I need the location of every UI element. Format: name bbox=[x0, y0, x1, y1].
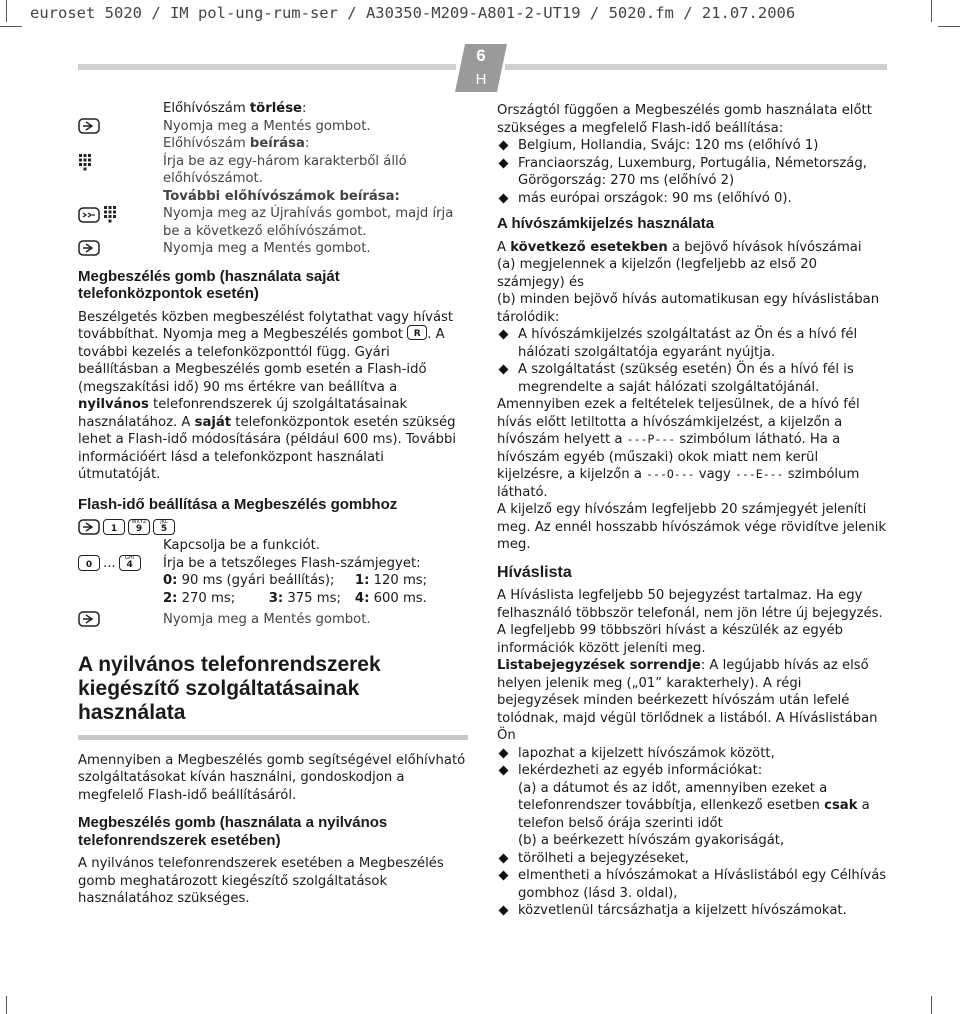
clip-case-b: (b) minden bejövő hívás automatikusan egy híváslistában tárolódik: bbox=[497, 292, 880, 325]
crop-mark bbox=[0, 26, 22, 27]
flash-row: 0: 90 ms (gyári beállítás); 1: 120 ms; bbox=[163, 573, 428, 588]
calllist-heading: Híváslista bbox=[497, 563, 572, 581]
header-rule-right bbox=[505, 64, 887, 70]
page-number: 6 bbox=[476, 46, 486, 65]
clip-heading: A hívószámkijelzés használata bbox=[497, 215, 715, 232]
crop-mark bbox=[6, 996, 7, 1014]
more-step: Nyomja meg az Újrahívás gombot, majd írja be a következő előhívószámot. bbox=[163, 206, 454, 239]
redial-key-icon bbox=[78, 207, 100, 223]
keypad-icon bbox=[103, 205, 117, 225]
clip-paragraph-1: A következő esetekben a bejövő hívások hívószámai bbox=[497, 239, 862, 255]
calllist-bullet: elmentheti a hívószámokat a Híváslistából egy Célhívás gombhoz (lásd 3. oldal), bbox=[497, 867, 887, 902]
clip-case-a: (a) megjelennek a kijelzőn (legfeljebb az első 20 számjegy) és bbox=[497, 257, 817, 290]
more-title-row bbox=[78, 188, 468, 206]
section-rule bbox=[78, 735, 468, 740]
crop-mark bbox=[938, 26, 960, 27]
calllist-bullet: lekérdezheti az egyéb információkat: bbox=[497, 762, 887, 780]
more-step-row bbox=[78, 205, 468, 240]
pabx-heading: Megbeszélés gomb (használata saját telefonközpontok esetén) bbox=[78, 267, 340, 302]
running-head: euroset 5020 / IM pol-ung-rum-ser / A30350-M209-A801-2-UT19 / 5020.fm / 21.07.2006 bbox=[30, 4, 796, 22]
flash-key-sequence bbox=[78, 519, 175, 535]
key-9-icon: WXYZ 9 bbox=[128, 519, 150, 535]
enter-step-row bbox=[78, 153, 468, 188]
language-letter: H bbox=[475, 71, 487, 88]
flash-step2: Írja be a tetszőleges Flash-számjegyet: 0: 90 ms (gyári beállítás); 1: 120 ms; 2: 270 ms; 3: 375 ms; 4: 600 ms. bbox=[163, 555, 435, 608]
public-heading: A nyilvános telefonrendszerek kiegészítő szolgáltatásainak használata bbox=[78, 652, 381, 724]
country-item: Franciaország, Luxemburg, Portugália, Németország, Görögország: 270 ms (előhívó 2) bbox=[497, 155, 887, 190]
key-1-icon: 1 bbox=[103, 519, 125, 535]
left-column bbox=[78, 100, 468, 908]
country-intro: Országtól függően a Megbeszélés gomb használata előtt szükséges a megfelelő Flash-idő beállítása: bbox=[497, 103, 872, 136]
delete-step-row bbox=[78, 118, 468, 136]
country-item: Belgium, Hollandia, Svájc: 120 ms (előhívó 1) bbox=[497, 137, 887, 155]
header-rule-left bbox=[78, 64, 456, 70]
flash-step2-row bbox=[78, 555, 468, 608]
public-subheading: Megbeszélés gomb (használata a nyilvános telefonrendszerek esetében) bbox=[78, 814, 388, 849]
keypad-icon bbox=[78, 153, 92, 173]
enter-title: Előhívószám beírása: bbox=[163, 136, 310, 151]
crop-mark bbox=[931, 0, 932, 22]
flash-row: 2: 270 ms; 3: 375 ms; 4: 600 ms. bbox=[163, 590, 427, 606]
flash-step1-row bbox=[78, 537, 468, 555]
key-4-icon: GHI 4 bbox=[119, 555, 141, 571]
flash-heading: Flash-idő beállítása a Megbeszélés gombhoz bbox=[78, 495, 398, 513]
digit-range-icons bbox=[78, 555, 141, 573]
redial-keypad-icons bbox=[78, 205, 117, 225]
calllist-bullet: lapozhat a kijelzett hívószámok között, bbox=[497, 745, 887, 763]
save-key-icon bbox=[78, 519, 100, 535]
key-5-icon: JKL 5 bbox=[153, 519, 175, 535]
calllist-subitem-b: (b) a beérkezett hívószám gyakoriságát, bbox=[518, 833, 785, 848]
save-step: Nyomja meg a Mentés gombot. bbox=[163, 241, 371, 256]
calllist-subitem-a: (a) a dátumot és az időt, amennyiben ezeket a telefonrendszer továbbítja, ellenkező esetben csak a telefon belső órája szerinti időt bbox=[518, 780, 870, 831]
right-column bbox=[497, 102, 887, 920]
enter-step: Írja be az egy-három karakterből álló előhívószámot. bbox=[163, 153, 407, 186]
public-paragraph-1: Amennyiben a Megbeszélés gomb segítségével előhívható szolgáltatásokat kíván használni, gondoskodjon a megfelelő Flash-idő beállításáról. bbox=[78, 752, 466, 803]
public-paragraph-2: A nyilvános telefonrendszerek esetében a Megbeszélés gomb meghatározott kiegészítő szolgáltatások használatához szükséges. bbox=[78, 856, 444, 906]
delete-title-row bbox=[78, 100, 468, 118]
save-key-icon bbox=[78, 118, 100, 134]
r-key-icon: R bbox=[407, 325, 427, 340]
clip-paragraph-2: Amennyiben ezek a feltételek teljesülnek, de a hívó fél hívás előtt letiltotta a hívószámkijelzést, a kijelzőn a hívószám helyett a ---P--- szimbólum látható. Ha a hívószám egyéb (műszaki) okok miatt nem kerül kijelzésre, a kijelzőn a ---O--- vagy ---E--- szimbólum látható. bbox=[497, 397, 860, 500]
flash-step3-row bbox=[78, 611, 468, 629]
delete-step: Nyomja meg a Mentés gombot. bbox=[163, 118, 371, 134]
crop-mark bbox=[6, 0, 7, 22]
flash-keys-row bbox=[78, 519, 468, 537]
flash-step1: Kapcsolja be a funkciót. bbox=[163, 538, 320, 553]
flash-values-table bbox=[163, 572, 435, 607]
clip-bullet: A hívószámkijelzés szolgáltatást az Ön és a hívó fél hálózati szolgáltatója egyaránt nyújtja. bbox=[497, 326, 887, 361]
calllist-paragraph-1: A Híváslista legfeljebb 50 bejegyzést tartalmaz. Ha egy felhasználó többször telefonál, nem jön létre új bejegyzés. A legfeljebb 99 többszöri hívást a készülék az egyéb információk között jeleníti meg. bbox=[497, 588, 883, 656]
flash-step3: Nyomja meg a Mentés gombot. bbox=[163, 612, 371, 627]
crop-mark bbox=[931, 996, 932, 1014]
range-ellipsis: ... bbox=[103, 555, 116, 571]
save-step-row bbox=[78, 240, 468, 258]
more-title: További előhívószámok beírása: bbox=[163, 188, 400, 204]
enter-title-row bbox=[78, 135, 468, 153]
calllist-paragraph-2: Listabejegyzések sorrendje: A legújabb hívás az első helyen jelenik meg („01” karakterhely). A régi bejegyzések minden beérkezett hívószám után lefelé tolódnak, majd végül törlődnek a listából. A Híváslistában Ön bbox=[497, 658, 878, 743]
save-key-icon bbox=[78, 240, 100, 256]
page-tab bbox=[455, 44, 507, 92]
delete-title: Előhívószám törlése: bbox=[163, 101, 307, 116]
clip-paragraph-3: A kijelző egy hívószám legfeljebb 20 számjegyét jeleníti meg. Az ennél hosszabb hívószámok vége rövidítve jelenik meg. bbox=[497, 502, 887, 552]
calllist-bullet: közvetlenül tárcsázhatja a kijelzett hívószámokat. bbox=[497, 902, 887, 920]
key-0-icon: 0 bbox=[78, 555, 100, 571]
clip-bullet: A szolgáltatást (szükség esetén) Ön és a hívó fél is megrendelte a saját hálózati szolgáltatójánál. bbox=[497, 361, 887, 396]
country-item: más európai országok: 90 ms (előhívó 0). bbox=[497, 190, 887, 208]
save-key-icon bbox=[78, 611, 100, 627]
calllist-bullet: törölheti a bejegyzéseket, bbox=[497, 850, 887, 868]
pabx-paragraph: Beszélgetés közben megbeszélést folytathat vagy hívást továbbíthat. Nyomja meg a Megbeszélés gombot R . A további kezelés a telefonközponttól függ. Gyári beállításban a Megbeszélés gomb esetén a Flash-idő (megszakítási idő) 90 ms értékre van beállítva a nyilvános telefonrendszerek új szolgáltatásainak használatához. A saját telefonközpontok esetén szükség lehet a Flash-idő módosítására (például 600 ms). További információért lásd a telefonközpont használati útmutatóját. bbox=[78, 309, 457, 482]
